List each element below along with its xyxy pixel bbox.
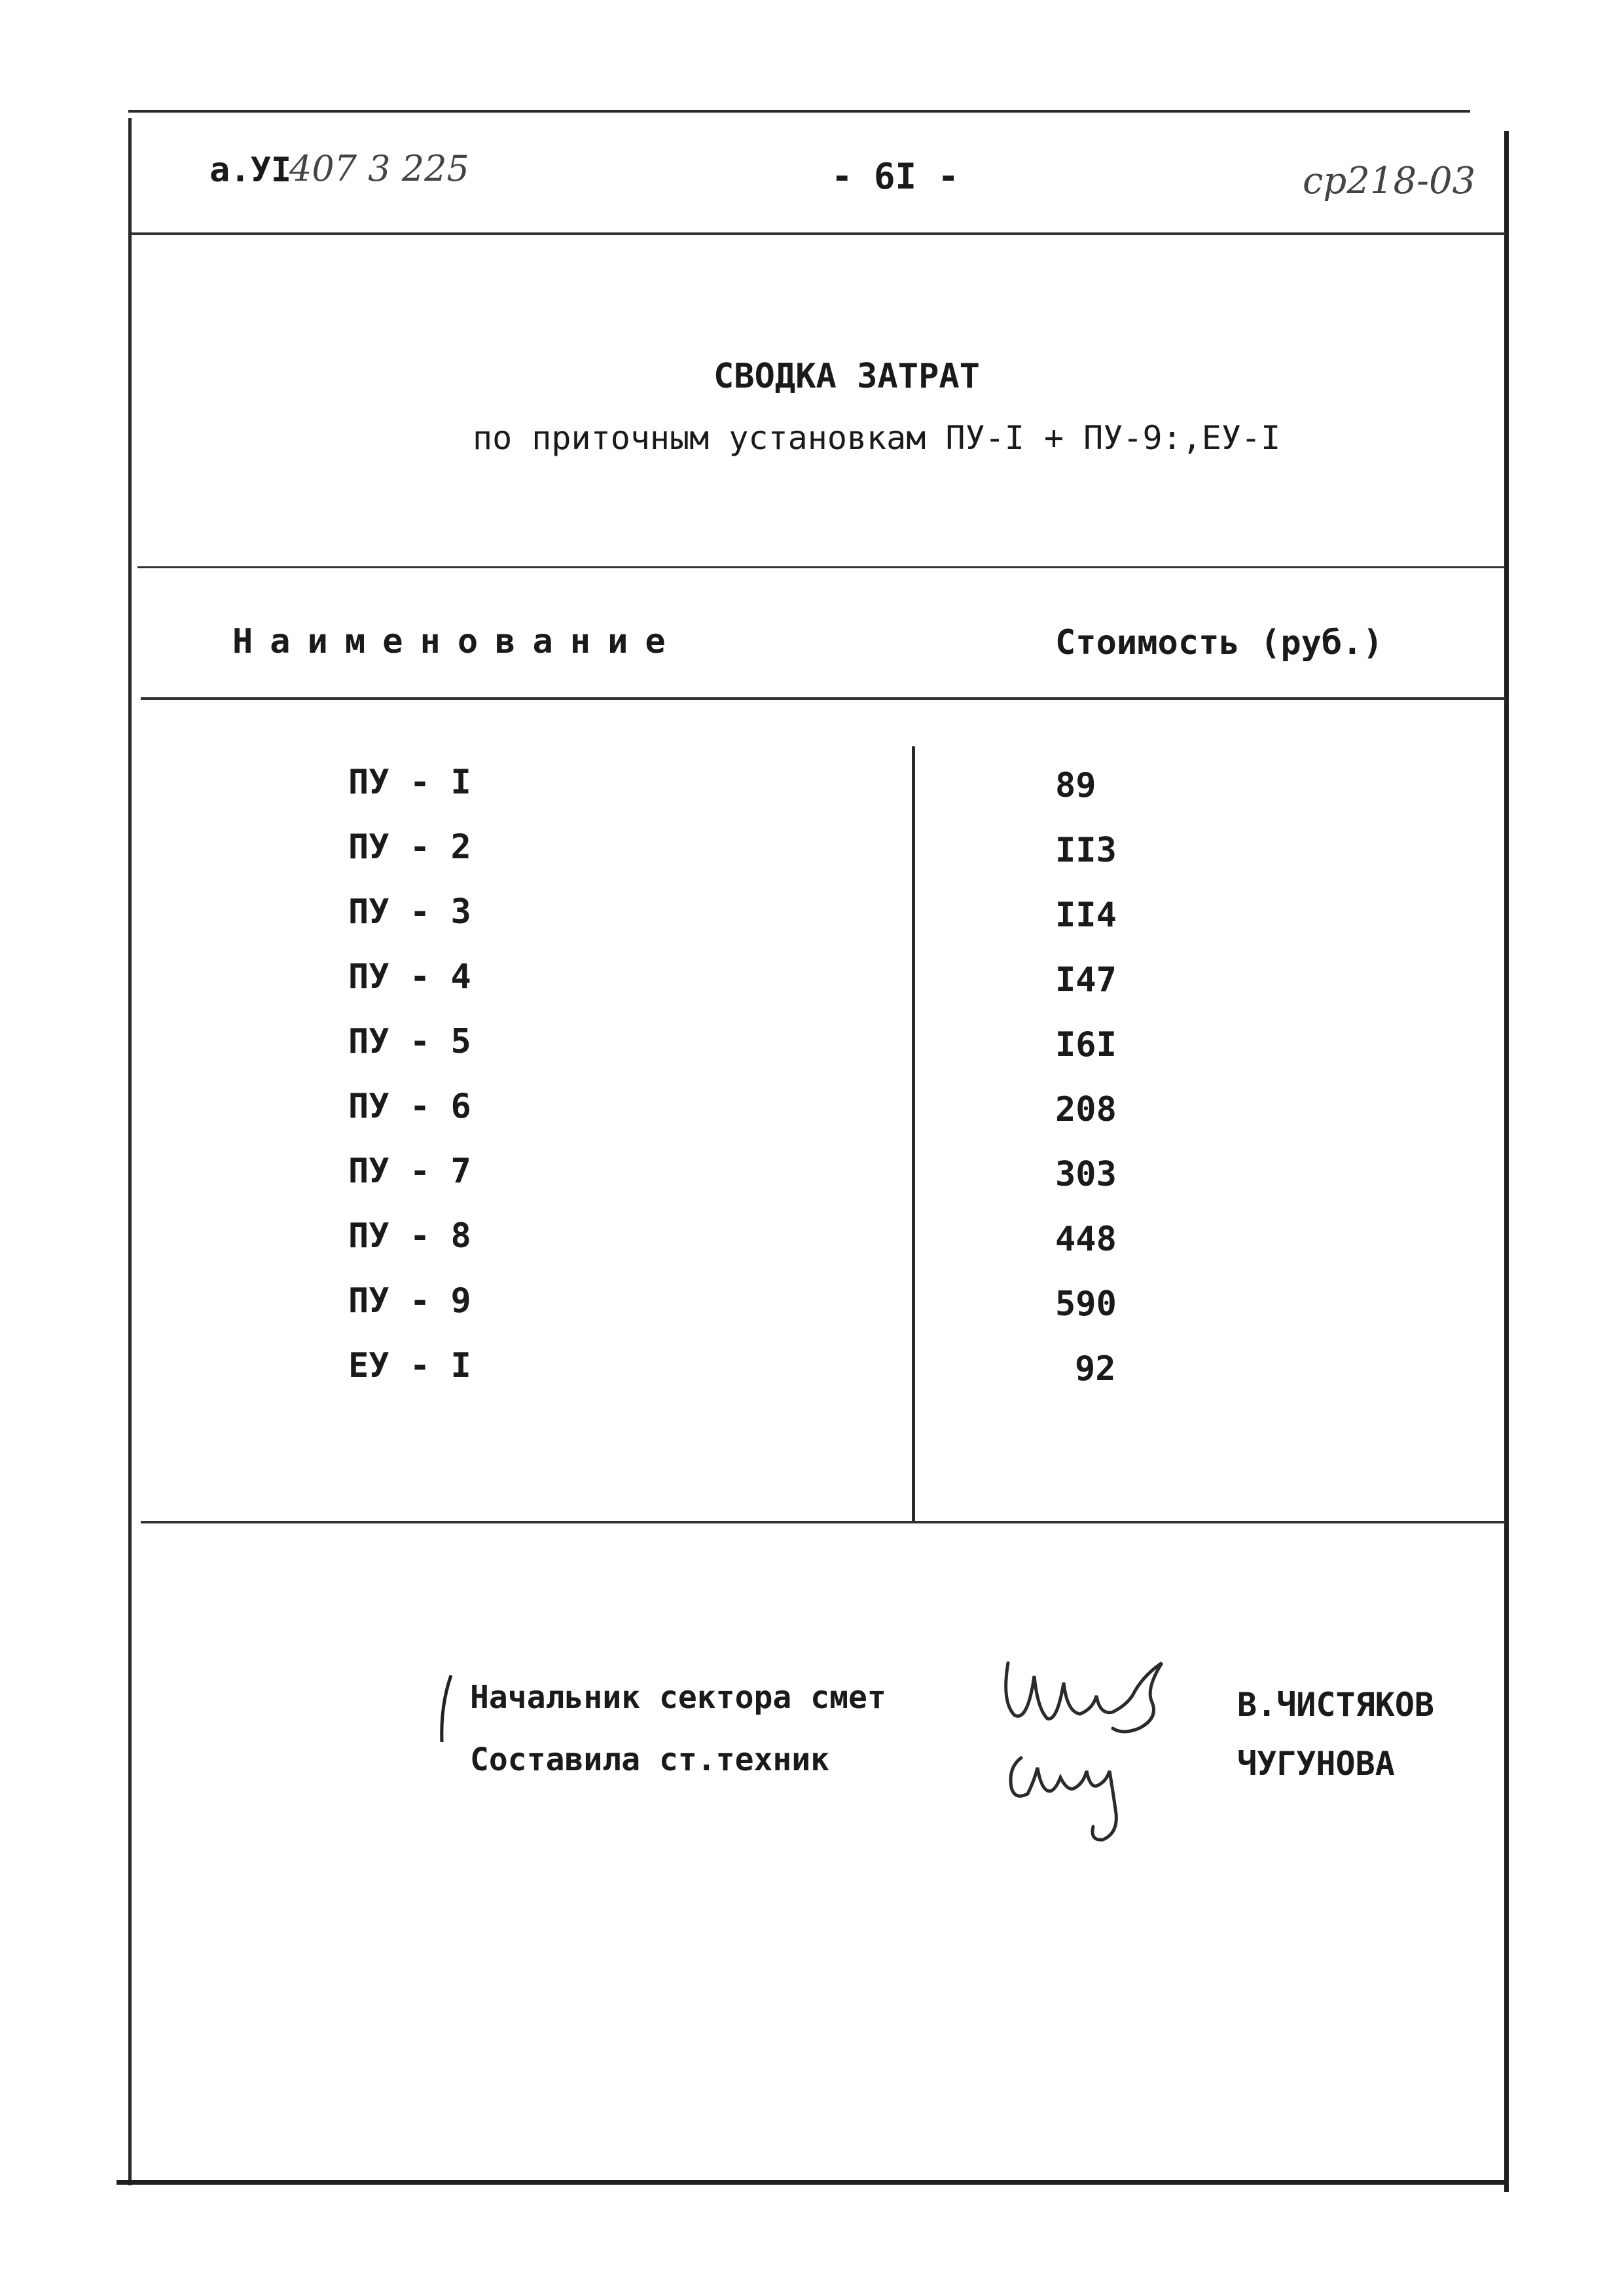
doc-code: а.УI bbox=[209, 151, 292, 190]
doc-code-handwritten: 407 3 225 bbox=[289, 148, 469, 189]
column-header-name: Наименование bbox=[232, 622, 683, 661]
document-title: СВОДКА ЗАТРАТ bbox=[713, 357, 980, 396]
frame-bottom-border bbox=[117, 2180, 1509, 2185]
table-column-divider bbox=[912, 746, 915, 1522]
signature-name-compiler: ЧУГУНОВА bbox=[1237, 1745, 1395, 1783]
table-row-cost: 448 bbox=[1055, 1220, 1117, 1259]
table-row-name: ЕУ - I bbox=[348, 1346, 471, 1385]
table-row-cost: 92 bbox=[1075, 1349, 1116, 1389]
table-row-name: ПУ - 9 bbox=[348, 1281, 471, 1321]
column-header-cost: Стоимость (руб.) bbox=[1055, 623, 1383, 663]
sheet-code: ср218-03 bbox=[1303, 160, 1476, 202]
signature-role-chief: Начальник сектора смет bbox=[470, 1679, 886, 1716]
table-row-cost: I47 bbox=[1055, 960, 1117, 1000]
table-row-name: ПУ - 8 bbox=[348, 1216, 471, 1256]
table-row-name: ПУ - 5 bbox=[348, 1022, 471, 1061]
table-row-cost: 208 bbox=[1055, 1090, 1117, 1129]
frame-right-border bbox=[1504, 131, 1509, 2192]
table-row-cost: 590 bbox=[1055, 1285, 1117, 1324]
table-row-cost: II3 bbox=[1055, 831, 1117, 870]
table-row-cost: 89 bbox=[1055, 766, 1096, 805]
table-header-rule bbox=[141, 697, 1506, 700]
page-number: - 6I - bbox=[831, 156, 960, 197]
bracket-mark bbox=[435, 1673, 455, 1745]
table-row-name: ПУ - 3 bbox=[348, 892, 471, 932]
table-bottom-rule bbox=[141, 1521, 1506, 1523]
handwritten-signatures bbox=[982, 1637, 1218, 1846]
frame-top-border bbox=[128, 110, 1470, 113]
table-row-name: ПУ - 7 bbox=[348, 1152, 471, 1191]
table-row-cost: 303 bbox=[1055, 1155, 1117, 1194]
signature-name-chief: В.ЧИСТЯКОВ bbox=[1237, 1686, 1435, 1724]
table-row-cost: II4 bbox=[1055, 896, 1117, 935]
table-row-name: ПУ - 2 bbox=[348, 828, 471, 867]
document-subtitle: по приточным установкам ПУ-I + ПУ-9:,ЕУ-I bbox=[473, 419, 1281, 457]
table-row-name: ПУ - 4 bbox=[348, 957, 471, 996]
header-divider bbox=[131, 232, 1506, 235]
table-row-name: ПУ - I bbox=[348, 763, 471, 802]
table-top-rule bbox=[137, 566, 1506, 568]
signature-role-compiler: Составила ст.техник bbox=[470, 1741, 830, 1778]
table-row-name: ПУ - 6 bbox=[348, 1087, 471, 1126]
frame-left-border bbox=[128, 118, 132, 2185]
table-row-cost: I6I bbox=[1055, 1025, 1117, 1065]
